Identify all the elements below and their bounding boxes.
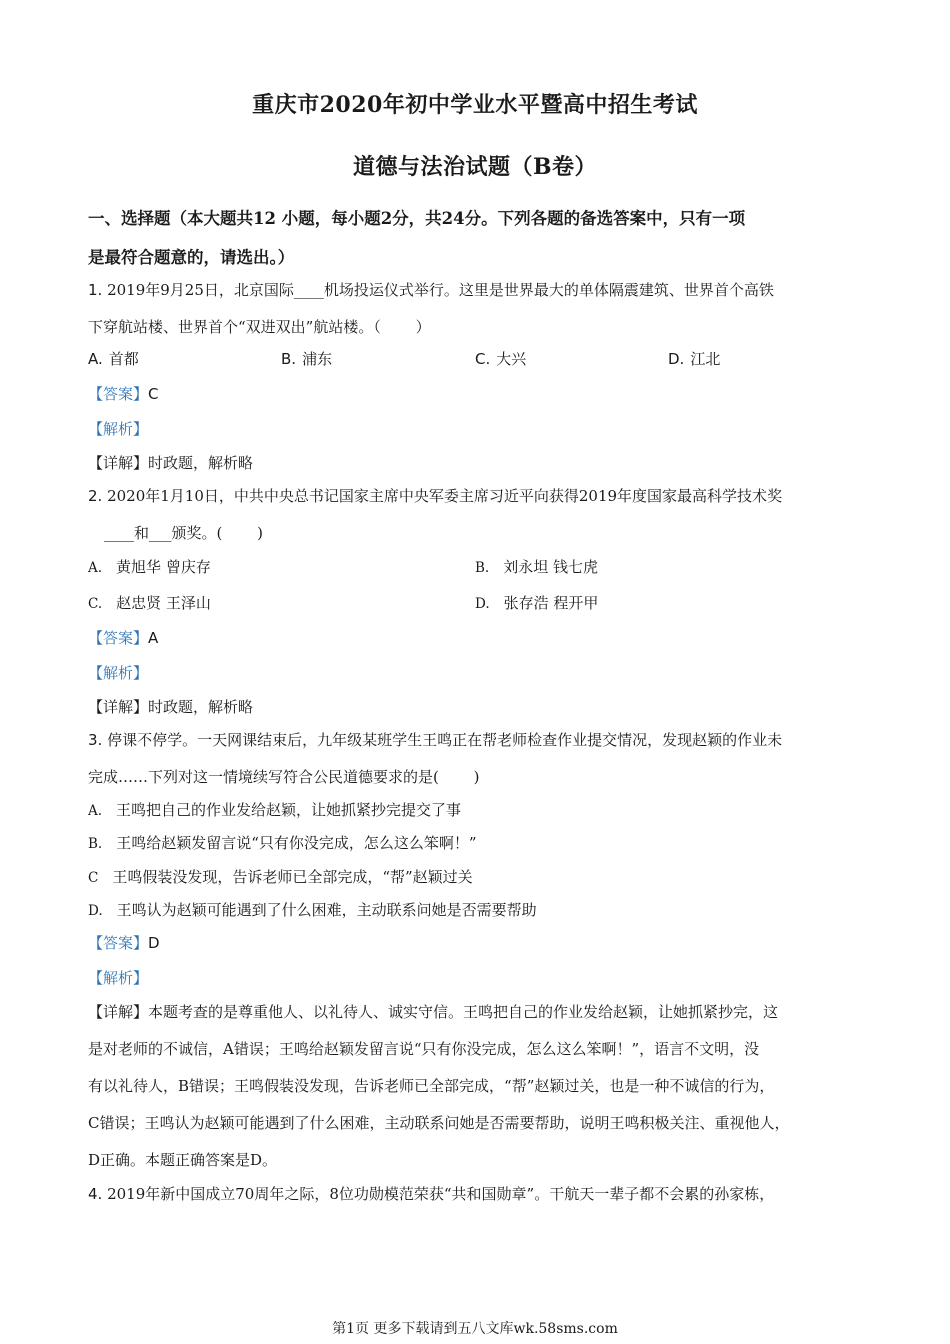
- section-heading-line2: 是最符合题意的，请选出。）: [88, 248, 295, 267]
- exam-title: 重庆市2020年初中学业水平暨高中招生考试: [252, 92, 698, 118]
- question-3-detail-line3: 有以礼待人，B错误；王鸣假装没发现，告诉老师已全部完成，“帮”赵颖过关，也是一种不诚信的行为，: [88, 1077, 775, 1095]
- question-2-answer: 【答案】A: [88, 629, 159, 647]
- question-1-option-c: C. 大兴: [475, 350, 527, 368]
- section-heading-line1: 一、选择题（本大题共12 小题，每小题2分，共24分。下列各题的备选答案中，只有一项: [88, 209, 746, 228]
- exam-subtitle: 道德与法治试题（B卷）: [352, 154, 598, 180]
- question-1-option-b: B. 浦东: [281, 350, 333, 368]
- question-1-answer: 【答案】C: [88, 385, 159, 403]
- question-3-detail-line4: C错误；王鸣认为赵颖可能遇到了什么困难，主动联系问她是否需要帮助，说明王鸣积极关注、重视他人，: [88, 1114, 790, 1132]
- question-1-number: 1.: [88, 281, 103, 299]
- question-3-analysis-label: 【解析】: [88, 969, 149, 987]
- question-3-detail-line2: 是对老师的不诚信，A错误；王鸣给赵颖发留言说“只有你没完成，怎么这么笨啊！”，语言不文明，没: [88, 1040, 760, 1058]
- question-1-detail: 【详解】时政题，解析略: [88, 454, 254, 472]
- question-3-option-a: A. 王鸣把自己的作业发给赵颖，让她抓紧抄完提交了事: [88, 801, 462, 819]
- question-1-line2: 下穿航站楼、世界首个“双进双出”航站楼。（ ）: [88, 318, 431, 336]
- question-3-option-d: D. 王鸣认为赵颖可能遇到了什么困难，主动联系问她是否需要帮助: [88, 901, 537, 919]
- question-2-number: 2.: [88, 487, 103, 505]
- question-2-detail: 【详解】时政题，解析略: [88, 698, 254, 716]
- question-3-detail-line5: D正确。本题正确答案是D。: [88, 1151, 278, 1169]
- question-4-line1: 4. 2019年新中国成立70周年之际，8位功勋模范荣获“共和国勋章”。干航天一辈子都不会累的孙家栋，: [88, 1185, 775, 1203]
- question-2-line2: ____和___颁奖。( ): [104, 524, 263, 542]
- question-1-option-d: D. 江北: [668, 350, 721, 368]
- question-3-number: 3.: [88, 731, 103, 749]
- question-3-line2: 完成……下列对这一情境续写符合公民道德要求的是( ): [88, 768, 480, 786]
- question-1-line1: [88, 279, 774, 300]
- question-3-option-c: C 王鸣假装没发现，告诉老师已全部完成，“帮”赵颖过关: [88, 868, 473, 886]
- question-3-line1: 3. 停课不停学。一天网课结束后，九年级某班学生王鸣正在帮老师检查作业提交情况，发现赵颖的作业未: [88, 731, 783, 749]
- question-3-detail-line1: 【详解】本题考查的是尊重他人、以礼待人、诚实守信。王鸣把自己的作业发给赵颖，让她抓紧抄完，这: [88, 1003, 779, 1021]
- question-2-option-a: A. 黄旭华 曾庆存: [88, 558, 211, 576]
- question-1-text1: 2019年9月25日，北京国际____机场投运仪式举行。这里是世界最大的单体隔震建筑、世界首个高铁: [102, 281, 774, 299]
- question-2-option-c: C. 赵忠贤 王泽山: [88, 594, 211, 612]
- question-2-analysis-label: 【解析】: [88, 664, 149, 682]
- question-4-number: 4.: [88, 1185, 103, 1203]
- page-footer: 第1页 更多下载请到五八文库wk.58sms.com: [332, 1321, 618, 1337]
- question-2-line1: 2. 2020年1月10日，中共中央总书记国家主席中央军委主席习近平向获得2019年度国家最高科学技术奖: [88, 487, 783, 505]
- question-1-analysis-label: 【解析】: [88, 420, 149, 438]
- question-1-option-a: A. 首都: [88, 350, 139, 368]
- question-2-option-b: B. 刘永坦 钱七虎: [475, 558, 598, 576]
- question-3-option-b: B. 王鸣给赵颖发留言说“只有你没完成，怎么这么笨啊！”: [88, 834, 477, 852]
- question-2-option-d: D. 张存浩 程开甲: [475, 594, 599, 612]
- question-3-answer: 【答案】D: [88, 934, 160, 952]
